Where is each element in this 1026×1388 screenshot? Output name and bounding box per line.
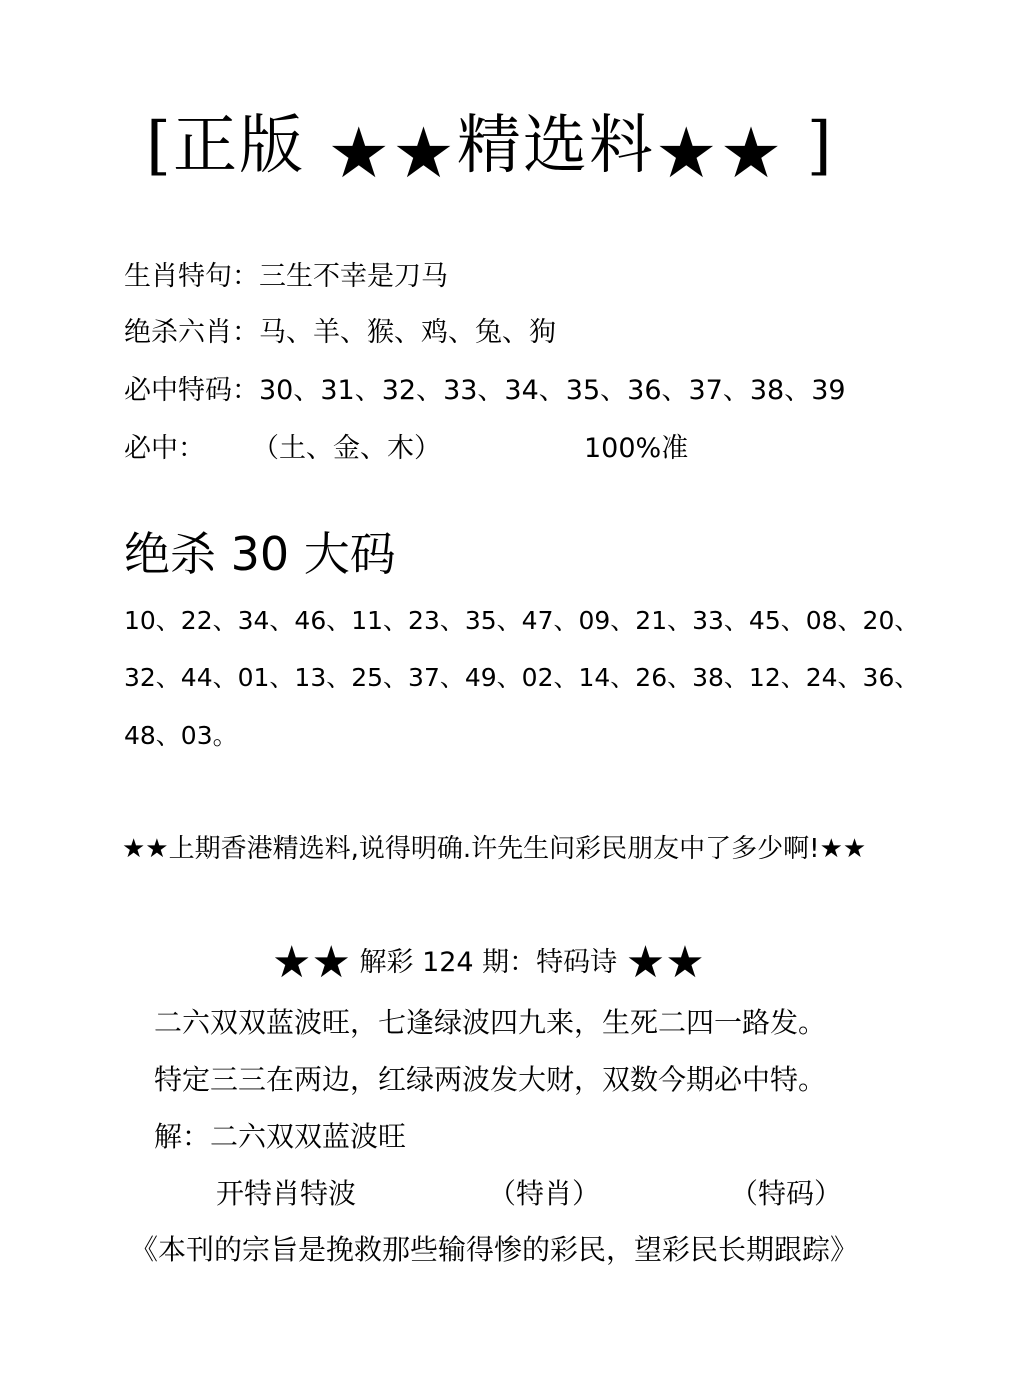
previous-issue-note: ★★上期香港精选料,说得明确.许先生问彩民朋友中了多少啊!★★ bbox=[122, 834, 867, 864]
kill-30-heading: 绝杀 30 大码 bbox=[124, 527, 396, 581]
must-hit-elements: （土、金、木） bbox=[252, 433, 441, 464]
poem-stars-left: ★★ bbox=[272, 937, 351, 988]
special-code-label: （特码） bbox=[730, 1177, 843, 1210]
title-open-bracket: [ bbox=[146, 109, 173, 183]
title-text-jingxuanliao: 精选料 bbox=[456, 109, 655, 183]
kill-numbers-line-3: 48、03。 bbox=[124, 721, 238, 750]
kill-numbers-line-2: 32、44、01、13、25、37、49、02、14、26、38、12、24、36、 bbox=[124, 663, 920, 692]
zodiac-phrase-line: 生肖特句：三生不幸是刀马 bbox=[124, 261, 448, 292]
special-zodiac-label: （特肖） bbox=[488, 1177, 601, 1210]
poem-line-2: 特定三三在两边，红绿两波发大财，双数今期必中特。 bbox=[154, 1063, 827, 1096]
accuracy-text: 100%准 bbox=[584, 433, 689, 464]
kill-numbers-line-1: 10、22、34、46、11、23、35、47、09、21、33、45、08、20、 bbox=[124, 606, 920, 635]
poem-stars-right: ★★ bbox=[625, 937, 705, 988]
open-label: 开特肖特波 bbox=[216, 1177, 357, 1210]
must-hit-label: 必中： bbox=[124, 433, 205, 464]
title-text-zhengban: 正版 bbox=[172, 109, 305, 183]
poem-line-1: 二六双双蓝波旺，七逢绿波四九来，生死二四一路发。 bbox=[154, 1006, 827, 1039]
kill-six-zodiac-line: 绝杀六肖：马、羊、猴、鸡、兔、狗 bbox=[124, 317, 556, 348]
poem-explanation: 解：二六双双蓝波旺 bbox=[154, 1120, 407, 1153]
poem-heading-row bbox=[272, 938, 705, 988]
title-stars-right: ★★ bbox=[654, 112, 785, 194]
must-hit-line bbox=[124, 429, 689, 469]
title-close-bracket: ] bbox=[806, 109, 834, 183]
poem-heading: 解彩 124 期：特码诗 bbox=[359, 947, 618, 978]
special-code-line: 必中特码：30、31、32、33、34、35、36、37、38、39 bbox=[124, 375, 846, 406]
page-title bbox=[146, 98, 834, 194]
publication-motto: 《本刊的宗旨是挽救那些输得惨的彩民，望彩民长期跟踪》 bbox=[130, 1233, 859, 1266]
title-stars-left: ★★ bbox=[327, 112, 457, 194]
